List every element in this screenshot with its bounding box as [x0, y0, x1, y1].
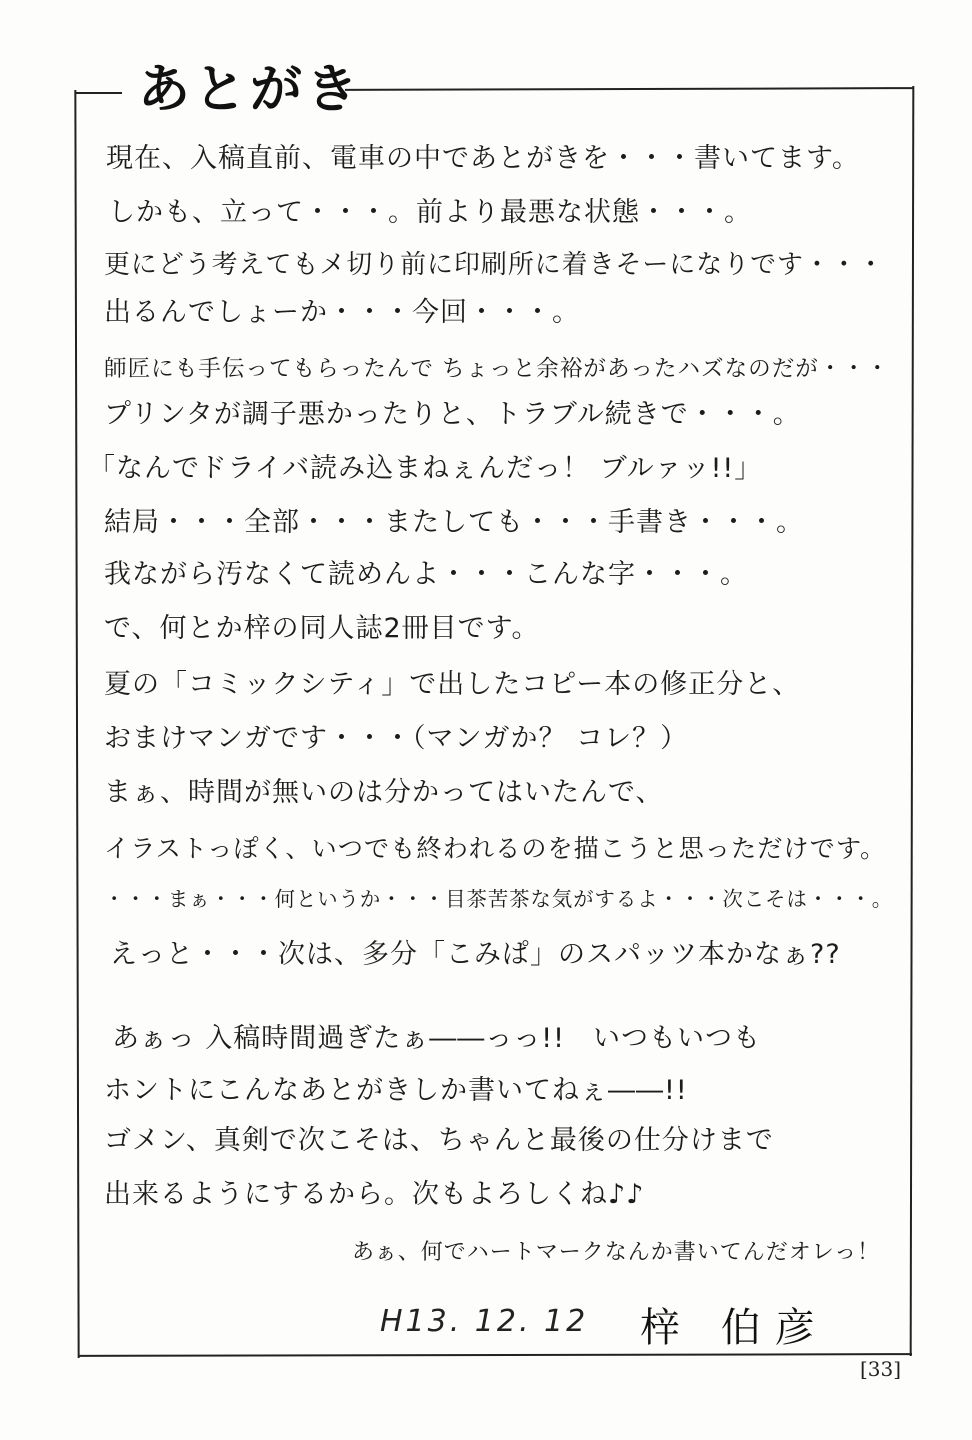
body-line: ホントにこんなあとがきしか書いてねぇ――!!	[104, 1075, 688, 1106]
body-line: プリンタが調子悪かったりと、トラブル続きで・・・。	[104, 399, 801, 430]
body-line: 結局・・・全部・・・またしても・・・手書き・・・。	[104, 507, 804, 538]
body-line-postscript: あぁ、何でハートマークなんか書いてんだオレっ！	[352, 1240, 881, 1265]
body-line: 夏の「コミックシティ」で出したコピー本の修正分と、	[104, 669, 801, 700]
body-line: ゴメン、真剣で次こそは、ちゃんと最後の仕分けまで	[104, 1125, 774, 1156]
body-line: イラストっぽく、いつでも終われるのを描こうと思っただけです。	[104, 834, 887, 863]
body-line: 「なんでドライバ読み込まねぇんだっ！ ブルァッ!!」	[88, 453, 763, 484]
body-line: 現在、入稿直前、電車の中であとがきを・・・書いてます。	[106, 143, 860, 174]
body-line: まぁ、時間が無いのは分かってはいたんで、	[104, 777, 664, 808]
body-line: 我ながら汚なくて読めんよ・・・こんな字・・・。	[104, 559, 748, 590]
signature-date: H13. 12. 12	[380, 1304, 589, 1339]
body-line: しかも、立って・・・。前より最悪な状態・・・。	[108, 197, 752, 228]
body-line: で、何とか梓の同人誌2冊目です。	[104, 613, 540, 644]
body-line: 出来るようにするから。次もよろしくね♪♪	[104, 1179, 645, 1210]
body-line: 出るんでしょーか・・・今回・・・。	[104, 297, 580, 328]
page-number: [33]	[860, 1357, 902, 1381]
body-line: ・・・まぁ・・・何というか・・・目茶苦茶な気がするよ・・・次こそは・・・。	[104, 887, 894, 911]
body-line: あぁっ 入稿時間過ぎたぁ――っっ!! いつもいつも	[112, 1023, 761, 1054]
signature-author: 梓 伯彦	[640, 1305, 829, 1351]
body-line: 師匠にも手伝ってもらったんで ちょっと余裕があったハズなのだが・・・	[104, 356, 890, 382]
afterword-title: あとがき	[138, 60, 363, 120]
body-line: おまけマンガです・・・（マンガか？ コレ？）	[104, 723, 689, 754]
body-line: えっと・・・次は、多分「こみぱ」のスパッツ本かなぁ??	[110, 939, 841, 970]
body-line: 更にどう考えてもメ切り前に印刷所に着きそーになりです・・・	[104, 250, 885, 280]
